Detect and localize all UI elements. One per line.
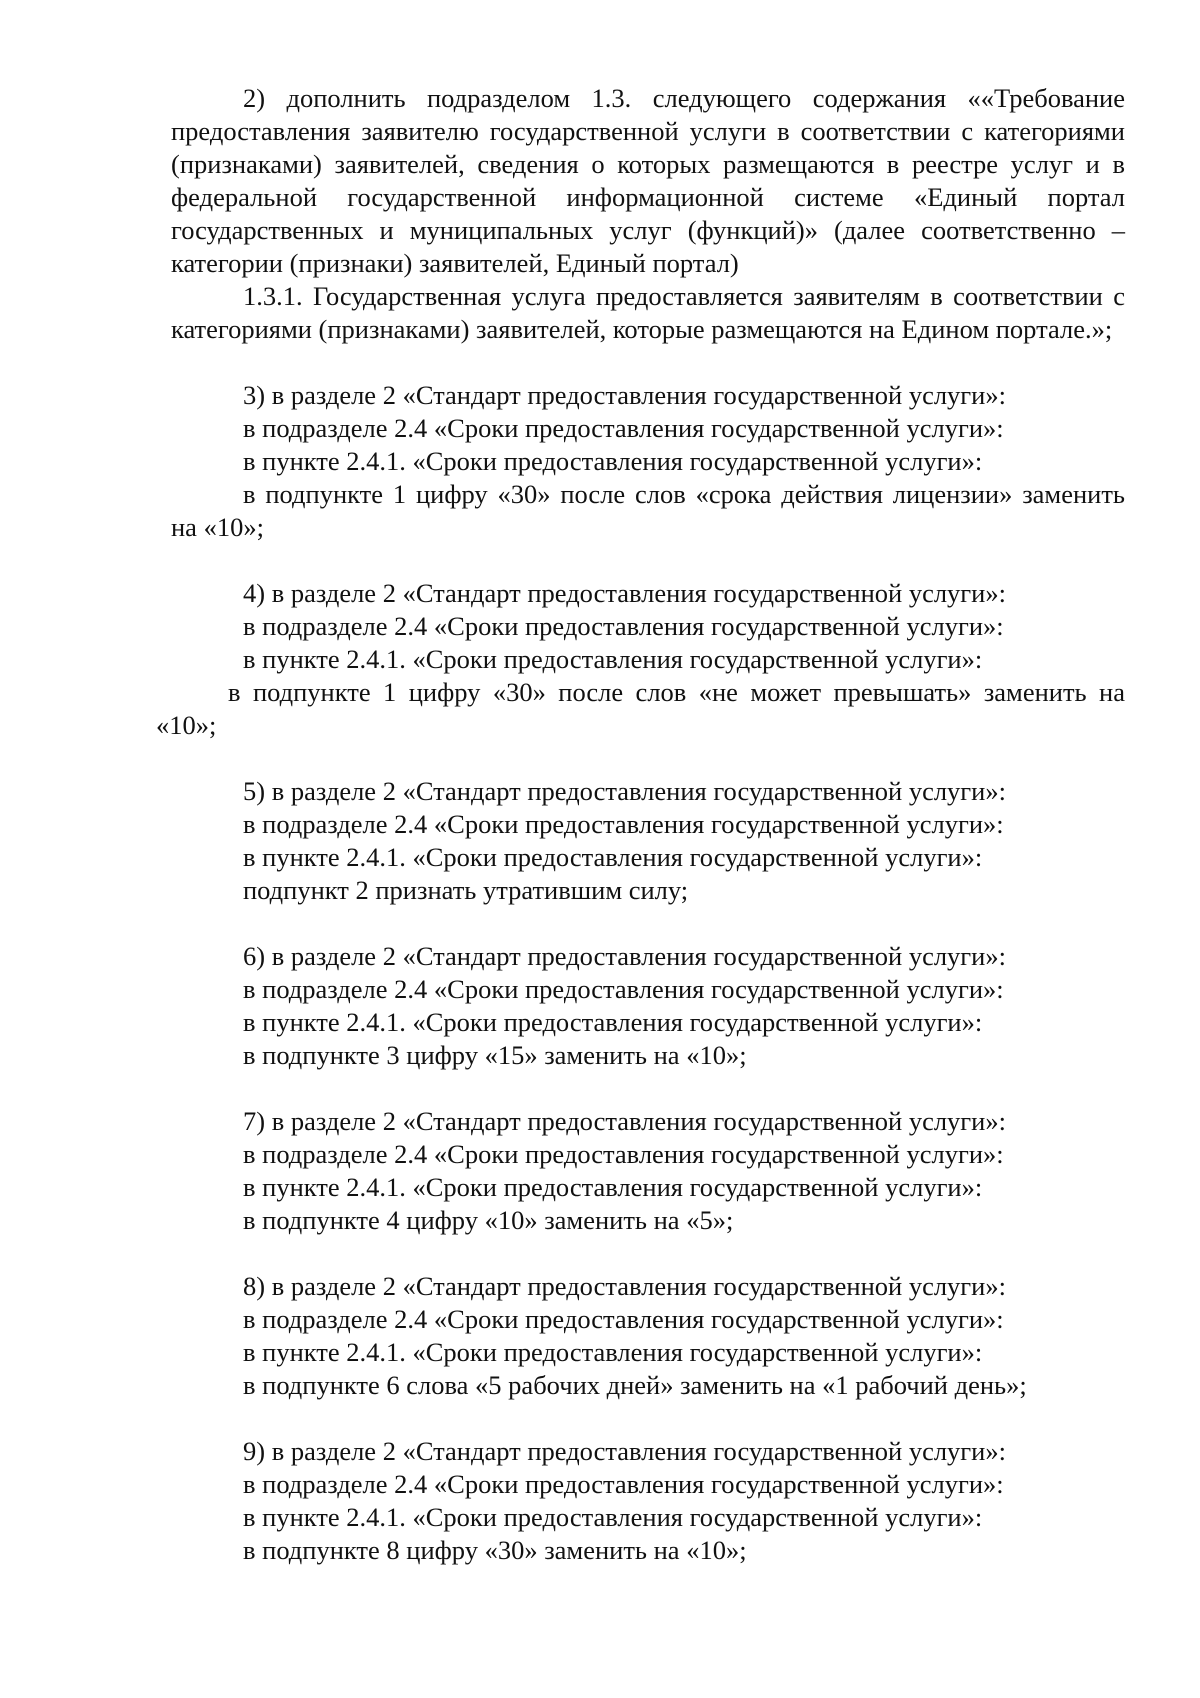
item-7-line-1: 7) в разделе 2 «Стандарт предоставления государственной услуги»:: [243, 1106, 1006, 1136]
spacer: [171, 742, 1125, 775]
item-7-line-4: в подпункте 4 цифру «10» заменить на «5»;: [243, 1205, 734, 1235]
item-9-line-1: 9) в разделе 2 «Стандарт предоставления государственной услуги»:: [243, 1436, 1006, 1466]
item-9-line-4: в подпункте 8 цифру «30» заменить на «10»;: [243, 1535, 747, 1565]
item-2-subparagraph: 1.3.1. Государственная услуга предоставляется заявителям в соответствии с категориями (признаками) заявителей, которые размещаются на Едином портале.»;: [171, 281, 1125, 344]
item-5-line-3: в пункте 2.4.1. «Сроки предоставления государственной услуги»:: [243, 842, 983, 872]
item-3-line-4: в подпункте 1 цифру «30» после слов «срока действия лицензии» заменить на «10»;: [171, 479, 1125, 542]
item-7-line-3: в пункте 2.4.1. «Сроки предоставления государственной услуги»:: [243, 1172, 983, 1202]
item-5-line-2: в подразделе 2.4 «Сроки предоставления государственной услуги»:: [243, 809, 1004, 839]
spacer: [171, 907, 1125, 940]
item-4-line-3: в пункте 2.4.1. «Сроки предоставления государственной услуги»:: [243, 644, 983, 674]
item-4-line-4: в подпункте 1 цифру «30» после слов «не может превышать» заменить на «10»;: [156, 677, 1125, 740]
spacer: [171, 544, 1125, 577]
spacer: [171, 1402, 1125, 1435]
document-body: [156, 82, 1125, 1567]
item-6-line-4: в подпункте 3 цифру «15» заменить на «10»;: [243, 1040, 747, 1070]
item-9-line-3: в пункте 2.4.1. «Сроки предоставления государственной услуги»:: [243, 1502, 983, 1532]
spacer: [171, 1237, 1125, 1270]
item-6-line-3: в пункте 2.4.1. «Сроки предоставления государственной услуги»:: [243, 1007, 983, 1037]
item-3-line-1: 3) в разделе 2 «Стандарт предоставления государственной услуги»:: [243, 380, 1006, 410]
item-6-line-1: 6) в разделе 2 «Стандарт предоставления государственной услуги»:: [243, 941, 1006, 971]
item-6-line-2: в подразделе 2.4 «Сроки предоставления государственной услуги»:: [243, 974, 1004, 1004]
item-9-line-2: в подразделе 2.4 «Сроки предоставления государственной услуги»:: [243, 1469, 1004, 1499]
item-3-line-3: в пункте 2.4.1. «Сроки предоставления государственной услуги»:: [243, 446, 983, 476]
item-5-line-1: 5) в разделе 2 «Стандарт предоставления государственной услуги»:: [243, 776, 1006, 806]
item-4-line-1: 4) в разделе 2 «Стандарт предоставления государственной услуги»:: [243, 578, 1006, 608]
item-8-line-1: 8) в разделе 2 «Стандарт предоставления государственной услуги»:: [243, 1271, 1006, 1301]
item-2-paragraph: 2) дополнить подразделом 1.3. следующего содержания ««Требование предоставления заявителю государственной услуги в соответствии с категориями (признаками) заявителей, сведения о которых размещаются в реестре услуг и в федеральной государственной информационной системе «Единый портал государственных и муниципальных услуг (функций)» (далее соответственно – категории (признаки) заявителей, Единый портал): [171, 83, 1125, 278]
item-4-line-2: в подразделе 2.4 «Сроки предоставления государственной услуги»:: [243, 611, 1004, 641]
item-3-line-2: в подразделе 2.4 «Сроки предоставления государственной услуги»:: [243, 413, 1004, 443]
item-8-line-3: в пункте 2.4.1. «Сроки предоставления государственной услуги»:: [243, 1337, 983, 1367]
item-8-line-4: в подпункте 6 слова «5 рабочих дней» заменить на «1 рабочий день»;: [243, 1370, 1027, 1400]
spacer: [171, 346, 1125, 379]
item-8-line-2: в подразделе 2.4 «Сроки предоставления государственной услуги»:: [243, 1304, 1004, 1334]
item-7-line-2: в подразделе 2.4 «Сроки предоставления государственной услуги»:: [243, 1139, 1004, 1169]
item-5-line-4: подпункт 2 признать утратившим силу;: [243, 875, 689, 905]
spacer: [171, 1072, 1125, 1105]
